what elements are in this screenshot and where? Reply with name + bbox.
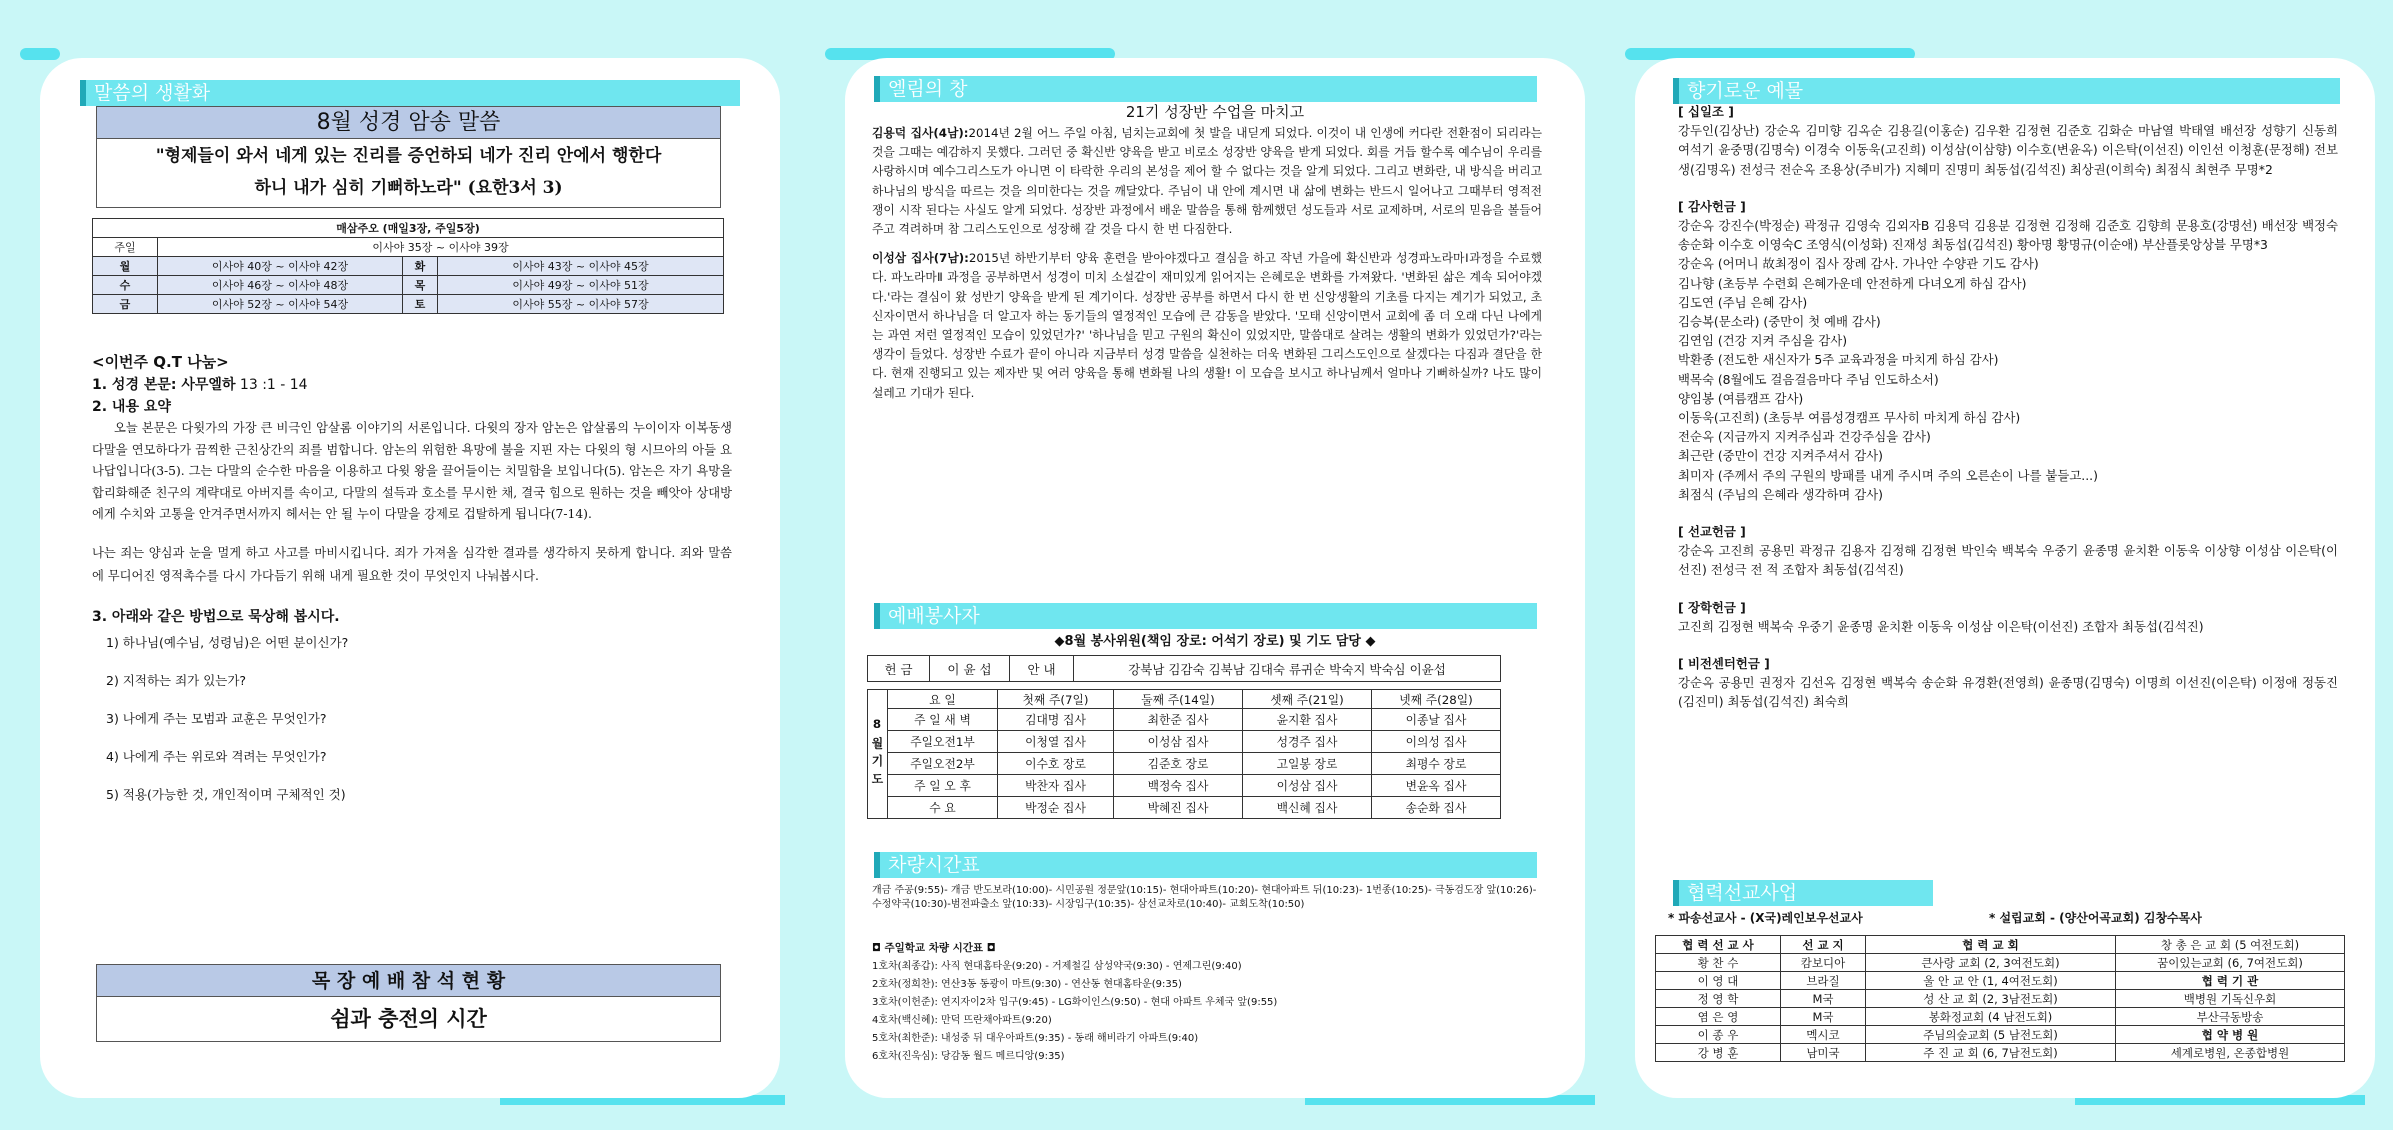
mission-cell: 황 찬 수 <box>1656 954 1781 972</box>
qt-scripture <box>92 374 732 396</box>
mission-cell: 강 병 훈 <box>1656 1044 1781 1062</box>
mission-head-right: * 설립교회 - (양산어곡교회) 김창수목사 <box>1989 911 2202 925</box>
reading-range: 이사야 35장 ~ 이사야 39장 <box>158 238 724 257</box>
reading-day: 금 <box>93 295 158 314</box>
duty-cell: 박정순 집사 <box>998 797 1114 819</box>
duty-cell: 최평수 장로 <box>1371 753 1500 775</box>
duty-cell: 주일오전1부 <box>888 731 998 753</box>
section-title-elim: 엘림의 창 <box>874 76 1537 102</box>
offering-group <box>1678 522 2338 580</box>
left-panel <box>40 58 780 1098</box>
duty-cell: 이의성 집사 <box>1371 731 1500 753</box>
testimony-text: 2015년 하반기부터 양육 훈련을 받아야겠다고 결심을 하고 작년 가을에 확신반과 성경파노라마Ⅰ과정을 수료했다. 파노라마Ⅱ 과정을 공부하면서 성경이 미치 소설같이 재미있게 읽어지는 은혜로운 변화를 가져왔다. '변화된 삶은 계속 되어야겠다.'라는 결심이 왔 성반기 양육을 받게 된 계기이다. 성장반 공부를 하면서 다시 한 번 신앙생활의 기초를 다지는 계기가 되었고, 초신자이면서 하나님을 더 알고자 하는 동기들의 열정적인 모습에 큰 감동을 받았다. '모태 신앙이면서 교회에 좀 더 오래 다닌 나에게는 과연 저런 열정적인 모습이 있었던가?' '하나님을 믿고 구원의 확신이 있었지만, 말씀대로 살려는 생활의 변화가 있었던가?'라는 생각이 들었다. 성장반 수료가 끝이 아니라 지금부터 성경 말씀을 실천하는 더욱 변화된 그리스도인으로 살겠다는 다짐과 결단을 한다. 현재 진행되고 있는 제자반 및 여러 양육을 통해 변화될 나의 생활! 이 모습을 보시고 하나님께서 얼마나 기뻐하실까? 나도 많이 설레고 기대가 된다. <box>872 251 1542 400</box>
bus-line: 1호차(최종갑): 사직 현대홈타운(9:20) - 거제철길 삼성약국(9:30) - 연제그린(9:40) <box>872 961 1242 972</box>
mission-cell: 정 영 학 <box>1656 990 1781 1008</box>
prayer-duty-table <box>867 689 1501 819</box>
qt-question: 1) 하나님(예수님, 성령님)은 어떤 분이신가? <box>106 634 349 650</box>
qt-section <box>92 350 732 804</box>
offering-names: 고진희 김정현 백복숙 우중기 윤종명 윤치환 이동욱 이성삼 이은탁(이선진) 조합자 최동섭(김석진) <box>1678 618 2204 634</box>
mission-cell: M국 <box>1781 990 1866 1008</box>
mission-cell: 봉화정교회 (4 남전도회) <box>1866 1008 2116 1026</box>
offering-person: 이 윤 섭 <box>930 656 1010 682</box>
duty-header: 요 일 <box>888 690 998 709</box>
reading-day: 월 <box>93 257 158 276</box>
mission-header: 창 총 은 교 회 (5 여전도회) <box>2116 936 2345 954</box>
mission-cell: 백병원 기독신우회 <box>2116 990 2345 1008</box>
offering-names: 강순옥 고진희 공용민 곽정규 김용자 김정해 김정현 박인숙 백복숙 우중기 윤종명 윤치환 이동욱 이상향 이성삼 이은탁(이선진) 전성극 전 적 조합자 최동섭(김석진) <box>1678 543 2338 578</box>
duty-cell: 김대명 집사 <box>998 709 1114 731</box>
pastor-box-title: 목 장 예 배 참 석 현 황 <box>97 965 720 997</box>
mission-cell: 부산극동방송 <box>2116 1008 2345 1026</box>
reading-range: 이사야 55장 ~ 이사야 57장 <box>438 295 724 314</box>
qt-scripture-ref: 13 :1 - 14 <box>235 377 308 393</box>
duty-cell: 최한준 집사 <box>1113 709 1242 731</box>
usher-names: 강북남 김감숙 김북남 김대숙 류귀순 박숙지 박숙심 이윤섭 <box>1074 656 1501 682</box>
offering-title: [ 선교헌금 ] <box>1678 524 1746 540</box>
offering-group <box>1678 197 2338 504</box>
duty-cell: 윤지환 집사 <box>1242 709 1371 731</box>
bus-line: 5호차(최한준): 내성중 뒤 대우아파트(9:35) - 동래 해비라기 아파트(9:40) <box>872 1033 1199 1044</box>
testimony-author: 이성삼 집사(7남): <box>872 251 969 266</box>
reading-day: 수 <box>93 276 158 295</box>
duty-cell: 주 일 오 후 <box>888 775 998 797</box>
reading-range: 이사야 52장 ~ 이사야 54장 <box>158 295 403 314</box>
usher-label: 안 내 <box>1010 656 1074 682</box>
section-title-bus: 차량시간표 <box>874 852 1537 878</box>
pastor-box-subtitle: 쉼과 충전의 시간 <box>330 1007 487 1031</box>
right-panel <box>1635 58 2375 1098</box>
duty-cell: 주일오전2부 <box>888 753 998 775</box>
qt-question: 3) 나에게 주는 모범과 교훈은 무엇인가? <box>106 710 327 726</box>
offering-usher-table <box>867 655 1501 682</box>
reading-day: 목 <box>403 276 438 295</box>
article-title: 21기 성장반 수업을 마치고 <box>1125 103 1305 121</box>
duty-header: 셋째 주(21일) <box>1242 690 1371 709</box>
bus-route-adult: 개금 주공(9:55)- 개금 반도보라(10:00)- 시민공원 정문앞(10:15)- 현대아파트(10:20)- 현대아파트 뒤(10:23)- 1번종(10:25)- 극동검도장 앞(10:26)- 수정약국(10:30)-범전파출소 앞(10:33)- 시장입구(10:35)- 삼선교차로(10:40)- 교회도착(10:50) <box>872 885 1537 910</box>
reading-table <box>92 218 724 314</box>
section-title-word-life: 말씀의 생활화 <box>80 80 740 106</box>
duty-cell: 백신혜 집사 <box>1242 797 1371 819</box>
mission-header: 협 력 교 회 <box>1866 936 2116 954</box>
duty-header: 첫째 주(7일) <box>998 690 1114 709</box>
offering-names: 강순옥 공용민 권정자 김선옥 김정현 백복숙 송순화 유경환(전영희) 윤종명(김명숙) 이명희 이선진(이은탁) 이정애 정동진(김진미) 최동섭(김석진) 최숙희 <box>1678 675 2338 710</box>
qt-question: 4) 나에게 주는 위로와 격려는 무엇인가? <box>106 748 327 764</box>
duty-cell: 이성삼 집사 <box>1242 775 1371 797</box>
duty-cell: 이종날 집사 <box>1371 709 1500 731</box>
section-title-mission: 협력선교사업 <box>1673 880 1933 906</box>
bus-line: 4호차(백신혜): 만덕 뜨란채아파트(9:20) <box>872 1015 1052 1026</box>
verse-line-1: "형제들이 와서 네게 있는 진리를 증언하되 네가 진리 안에서 행한다 <box>155 146 662 166</box>
duty-header: 둘째 주(14일) <box>1113 690 1242 709</box>
duty-cell: 변윤옥 집사 <box>1371 775 1500 797</box>
bus-line: 3호차(이헌준): 연지자이2차 입구(9:45) - LG화이인스(9:50) - 현대 아파트 우체국 앞(9:55) <box>872 997 1278 1008</box>
mission-cell: M국 <box>1781 1008 1866 1026</box>
duty-cell: 주 일 새 벽 <box>888 709 998 731</box>
mission-cell: 염 은 영 <box>1656 1008 1781 1026</box>
mission-header: 협 력 선 교 사 <box>1656 936 1781 954</box>
qt-summary-title: 2. 내용 요약 <box>92 399 171 415</box>
testimony-2 <box>872 249 1542 403</box>
qt-title: <이번주 Q.T 나눔> <box>92 353 229 371</box>
mission-cell: 울 안 교 안 (1, 4여전도회) <box>1866 972 2116 990</box>
mission-cell: 남미국 <box>1781 1044 1866 1062</box>
duty-cell: 송순화 집사 <box>1371 797 1500 819</box>
offering-title: [ 비전센터헌금 ] <box>1678 656 1770 672</box>
service-title: ◆8월 봉사위원(책임 장로: 어석기 장로) 및 기도 담당 ◆ <box>1054 634 1376 649</box>
pastor-box <box>96 964 721 1042</box>
reading-day: 주일 <box>93 238 158 257</box>
mission-cell: 주님의숲교회 (5 남전도회) <box>1866 1026 2116 1044</box>
reading-range: 이사야 49장 ~ 이사야 51장 <box>438 276 724 295</box>
reading-day: 화 <box>403 257 438 276</box>
mission-cell: 멕시코 <box>1781 1026 1866 1044</box>
middle-panel <box>845 58 1585 1098</box>
mission-cell: 주 진 교 회 (6, 7남전도회) <box>1866 1044 2116 1062</box>
mission-cell: 브라질 <box>1781 972 1866 990</box>
bus-schedule-title: ◘ 주일학교 차량 시간표 ◘ <box>872 942 996 954</box>
testimony-author: 김용덕 집사(4남): <box>872 126 969 140</box>
mission-cell: 협 약 병 원 <box>2116 1026 2345 1044</box>
bus-schedule <box>872 940 1542 1064</box>
duty-cell: 이청열 집사 <box>998 731 1114 753</box>
reading-header: 매삼주오 (매일3장, 주일5장) <box>93 219 724 238</box>
offering-group <box>1678 654 2338 712</box>
offering-group <box>1678 102 2338 179</box>
duty-cell: 수 요 <box>888 797 998 819</box>
article-body <box>872 124 1542 403</box>
verse-box <box>96 106 721 208</box>
bus-line: 2호차(정희찬): 연산3동 동광이 마트(9:30) - 연산동 현대홈타운(9:35) <box>872 979 1182 990</box>
reading-range: 이사야 43장 ~ 이사야 45장 <box>438 257 724 276</box>
duty-cell: 이성삼 집사 <box>1113 731 1242 753</box>
deco-left-top <box>20 48 60 60</box>
qt-scripture-label: 1. 성경 본문: 사무엘하 <box>92 377 236 393</box>
qt-question: 5) 적용(가능한 것, 개인적이며 구체적인 것) <box>106 786 346 802</box>
mission-header: 선 교 지 <box>1781 936 1866 954</box>
mission-cell: 이 종 우 <box>1656 1026 1781 1044</box>
offering-title: [ 감사헌금 ] <box>1678 198 1746 214</box>
mission-cell: 세계로병원, 온종합병원 <box>2116 1044 2345 1062</box>
mission-cell: 큰사랑 교회 (2, 3여전도회) <box>1866 954 2116 972</box>
duty-cell: 김준호 장로 <box>1113 753 1242 775</box>
duty-cell: 백정숙 집사 <box>1113 775 1242 797</box>
offerings-list <box>1678 102 2338 712</box>
bus-line: 6호차(진욱심): 당감동 월드 메르디앙(9:35) <box>872 1051 1065 1062</box>
offering-group <box>1678 598 2338 636</box>
mission-table <box>1655 935 2345 1062</box>
prayer-month-label: 8월기도 <box>868 690 888 819</box>
qt-summary-para-2: 나는 죄는 양심과 눈을 멀게 하고 사고를 마비시킵니다. 죄가 가져올 심각한 결과를 생각하지 못하게 합니다. 죄와 말씀에 무디어진 영적촉수를 다시 가다듬기 위해 내게 필요한 것이 무엇인지 나눠봅시다. <box>92 545 732 583</box>
mission-head-left: * 파송선교사 - (X국)레인보우선교사 <box>1668 911 1863 925</box>
qt-method-title: 3. 아래와 같은 방법으로 묵상해 봅시다. <box>92 608 340 625</box>
reading-range: 이사야 40장 ~ 이사야 42장 <box>158 257 403 276</box>
mission-cell: 이 영 대 <box>1656 972 1781 990</box>
reading-day: 토 <box>403 295 438 314</box>
duty-cell: 이수호 장로 <box>998 753 1114 775</box>
mission-cell: 협 력 기 관 <box>2116 972 2345 990</box>
qt-summary-para-1: 오늘 본문은 다윗가의 가장 큰 비극인 암살롬 이야기의 서론입니다. 다윗의 장자 암논은 압살롬의 누이이자 이복동생 다말을 연모하다가 끔찍한 근친상간의 죄를 범합니다. 암논의 위험한 욕망에 불을 지핀 자는 다윗의 형 시므아의 아들 요나답입니다(3-5). 그는 다말의 순수한 마음을 이용하고 다윗 왕을 끌어들이는 치밀함을 보입니다(5). 암논은 자기 욕망을 합리화해준 친구의 계략대로 아버지를 속이고, 다말의 설득과 호소를 무시한 채, 결국 힘으로 원하는 것을 빼앗아 상대방에게 수치와 고통을 안겨주면서까지 헤서는 안 될 누이 다말을 강제로 겁탈하게 됩니다(7-14). <box>92 421 732 522</box>
mission-cell: 꿈이있는교회 (6, 7여전도회) <box>2116 954 2345 972</box>
offering-names: 강순옥 강진수(박정순) 곽정규 김영숙 김외자B 김용덕 김용분 김정현 김정해 김준호 김향희 문용호(강명선) 배선장 백정숙 송순화 이수호 이영숙C 조영식(이성화) 진재성 최동섭(김석진) 황아명 황명규(이순애) 부산플롯앙상블 무명*3 강순옥 (어머니 故최정이 집사 장례 감사. 가나안 수양관 기도 감사) 김나향 (초등부 수련회 은혜가운데 안전하게 다녀오게 하심 감사) 김도연 (주님 은혜 감사) 김승복(문소라) (중만이 첫 예배 감사) 김연임 (건강 지켜 주심을 감사) 박환종 (전도한 새신자가 5주 교육과정을 마치게 하심 감사) 백목숙 (8월에도 걸음걸음마다 주님 인도하소서) 양임봉 (여름캠프 감사) 이동욱(고진희) (초등부 여름성경캠프 무사히 마치게 하심 감사) 전순옥 (지금까지 지켜주심과 건강주심을 감사) 최근란 (중만이 건강 지켜주셔서 감사) 최미자 (주께서 주의 구원의 방패를 내게 주시며 주의 오른손이 나를 붙들고...) 최점식 (주님의 은혜라 생각하며 감사) <box>1678 218 2338 502</box>
verse-box-title: 8월 성경 암송 말씀 <box>97 107 720 139</box>
offering-title: [ 십일조 ] <box>1678 104 1734 119</box>
testimony-1 <box>872 124 1542 239</box>
section-title-service: 예배봉사자 <box>874 603 1537 629</box>
testimony-text: 2014년 2월 어느 주일 아침, 넘치는교회에 첫 발을 내딛게 되었다. 이것이 내 인생에 커다란 전환점이 되리라는 것을 그때는 예감하지 못했다. 그러던 중 확신반 양육을 받고 비로소 성장반 양육을 받게 되었다. 회를 거듭 할수록 예수님이 우리를 사랑하시며 예수그리스도가 아니면 이 타락한 우리의 본성을 제어 할 수 없다는 것을 알게 되었다. 그리고 변화란, 내 방식을 버리고 하나님의 방식을 따르는 것을 의미한다는 것을 깨달았다. 주님이 내 안에 계시면 내 삶에 변화는 반드시 일어나고 그때부터 영적전쟁이 시작 된다는 사실도 알게 되었다. 성장반 과정에서 배운 말씀을 통해 함께했던 성도들과 서로 교제하며, 서로의 믿음을 볼들어 주고 격려하며 참 그리스도인으로 성장해 갈 것을 다시 한 번 다짐한다. <box>872 126 1542 237</box>
offering-title: [ 장학헌금 ] <box>1678 599 1746 615</box>
duty-header: 넷째 주(28일) <box>1371 690 1500 709</box>
section-title-offerings: 향기로운 예물 <box>1673 78 2340 104</box>
reading-range: 이사야 46장 ~ 이사야 48장 <box>158 276 403 295</box>
mission-cell: 캄보디아 <box>1781 954 1866 972</box>
duty-cell: 성경주 집사 <box>1242 731 1371 753</box>
mission-cell: 성 산 교 회 (2, 3남전도회) <box>1866 990 2116 1008</box>
verse-line-2: 하니 내가 심히 기뻐하노라" (요한3서 3) <box>254 178 563 198</box>
offering-names: 강두인(김상난) 강순옥 김미향 김옥순 김용길(이홍순) 김우환 김정현 김준호 김화순 마남열 박태열 배선장 성향기 신동희 여석기 윤중명(김명숙) 이경숙 이동욱(고진희) 이성삼(이삼향) 이수호(변윤옥) 이은탁(이선진) 이인선 이청훈(문정해) 전보생(김명옥) 전성극 전순옥 조용상(주비가) 지혜미 진명미 최동섭(김석진) 최상권(이희숙) 최점식 최현주 무명*2 <box>1678 123 2338 177</box>
duty-cell: 박찬자 집사 <box>998 775 1114 797</box>
offering-label: 헌 금 <box>868 656 930 682</box>
duty-cell: 박혜진 집사 <box>1113 797 1242 819</box>
duty-cell: 고일봉 장로 <box>1242 753 1371 775</box>
qt-question: 2) 지적하는 죄가 있는가? <box>106 672 247 688</box>
